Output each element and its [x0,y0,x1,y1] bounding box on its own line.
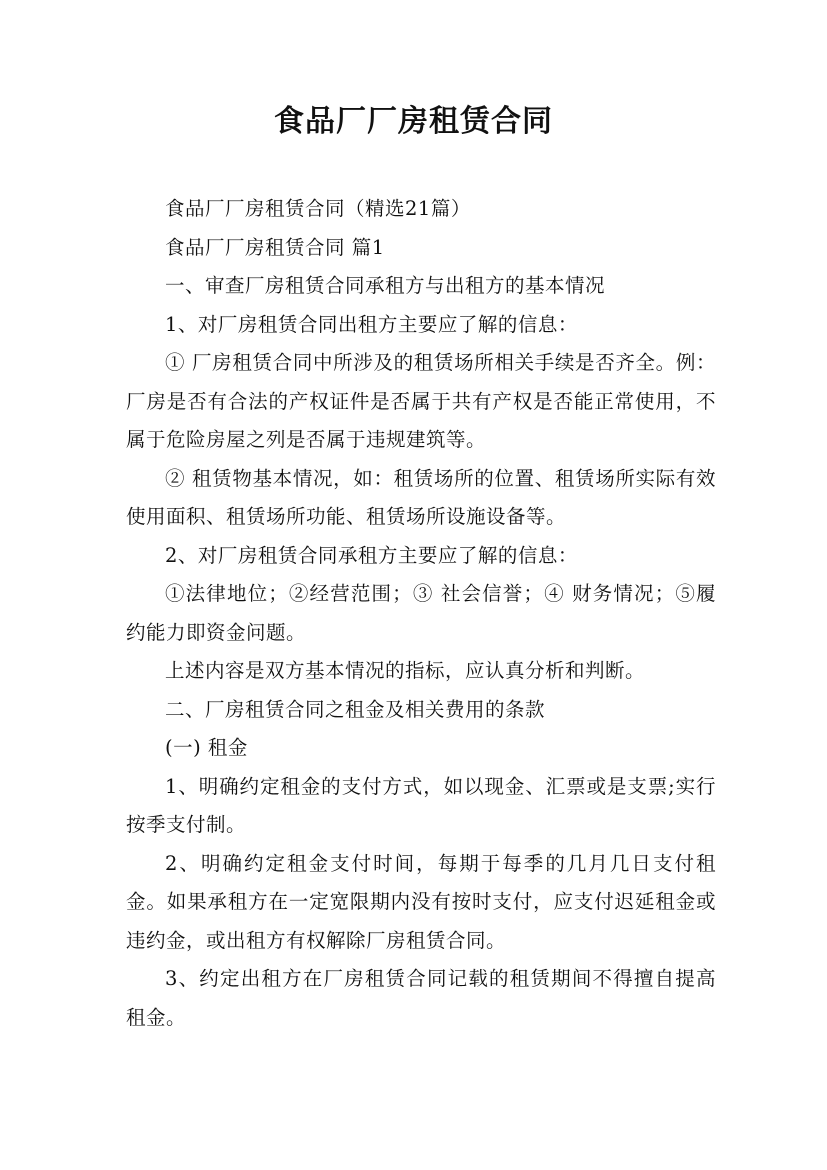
paragraph-rent-item-1: 1、明确约定租金的支付方式，如以现金、汇票或是支票;实行按季支付制。 [126,774,716,836]
paragraph-lessee-info-heading: 2、对厂房租赁合同承租方主要应了解的信息： [165,543,578,567]
paragraph-section-one-heading: 一、审查厂房租赁合同承租方与出租方的基本情况 [165,274,606,297]
document-title: 食品厂厂房租赁合同 [274,104,553,139]
paragraph-article-heading: 食品厂厂房租赁合同 篇1 [165,235,385,259]
paragraph-rent-item-2: 2、明确约定租金支付时间，每期于每季的几月几日支付租金。如果承租方在一定宽限期内没有按时支付，应支付迟延租金或违约金，或出租方有权解除厂房租赁合同。 [126,851,716,952]
paragraph-lessor-info-item-2: ② 租赁物基本情况，如：租赁场所的位置、租赁场所实际有效使用面积、租赁场所功能、租赁场所设施设备等。 [126,466,716,528]
paragraph-lessee-info-items: ①法律地位；②经营范围；③ 社会信誉；④ 财务情况；⑤履约能力即资金问题。 [126,582,716,644]
paragraph-rent-subheading: (一) 租金 [165,736,248,759]
paragraph-rent-item-3: 3、约定出租方在厂房租赁合同记载的租赁期间不得擅自提高租金。 [126,967,716,1029]
paragraph-analysis-note: 上述内容是双方基本情况的指标，应认真分析和判断。 [165,659,646,682]
paragraph-lessor-info-heading: 1、对厂房租赁合同出租方主要应了解的信息： [165,312,578,336]
document-body [126,190,716,1037]
paragraph-lessor-info-item-1: ① 厂房租赁合同中所涉及的租赁场所相关手续是否齐全。例：厂房是否有合法的产权证件是否属于共有产权是否能正常使用，不属于危险房屋之列是否属于违规建筑等。 [126,351,716,451]
paragraph-section-two-heading: 二、厂房租赁合同之租金及相关费用的条款 [165,697,546,721]
paragraph-selection-note: 食品厂厂房租赁合同（精选21篇） [165,197,471,220]
